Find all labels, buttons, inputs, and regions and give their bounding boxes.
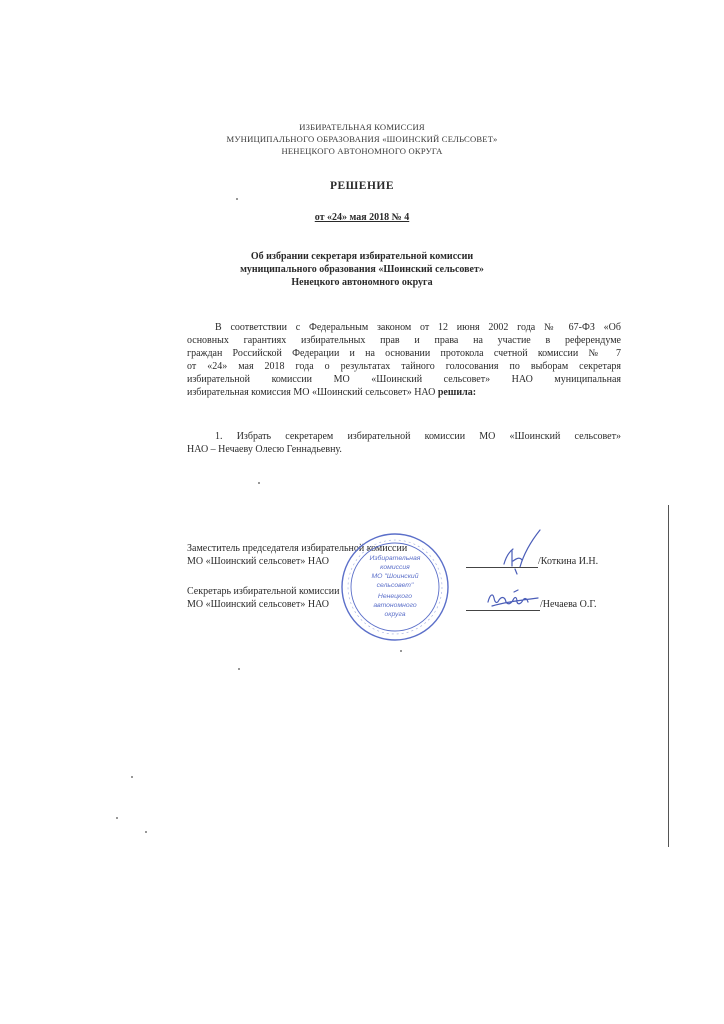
official-stamp <box>340 532 450 642</box>
stamp-text-5: Ненецкого <box>377 593 413 600</box>
preamble-line-6-text: избирательная комиссия МО «Шоинский сельсовет» НАО <box>187 387 436 398</box>
preamble-line-1: В соответствии с Федеральным законом от 12 июня 2002 года № 67-ФЗ «Об <box>215 322 621 333</box>
header-line-2: МУНИЦИПАЛЬНОГО ОБРАЗОВАНИЯ «ШОИНСКИЙ СЕЛЬСОВЕТ» <box>226 134 498 144</box>
scan-speck <box>400 650 402 652</box>
secretary-signature-rule <box>466 610 540 611</box>
header-line-3: НЕНЕЦКОГО АВТОНОМНОГО ОКРУГА <box>281 146 443 156</box>
scan-edge-line <box>668 505 669 847</box>
subject-line-3: Ненецкого автономного округа <box>291 277 433 288</box>
preamble-line-3: граждан Российской Федерации и на основании протокола счетной комиссии № 7 <box>187 348 621 359</box>
scan-speck <box>238 668 240 670</box>
deputy-role-line-2: МО «Шоинский сельсовет» НАО <box>187 556 330 567</box>
stamp-text-4: сельсовет" <box>376 582 414 589</box>
secretary-name: /Нечаева О.Г. <box>540 599 597 610</box>
stamp-text-7: округа <box>384 611 406 618</box>
scan-speck <box>145 831 147 833</box>
item1-line-1: 1. Избрать секретарем избирательной комиссии МО «Шоинский сельсовет» <box>215 431 621 442</box>
deputy-signature <box>488 528 546 580</box>
scan-speck <box>236 198 238 200</box>
scan-speck <box>116 817 118 819</box>
header-line-1: ИЗБИРАТЕЛЬНАЯ КОМИССИЯ <box>299 122 425 132</box>
decision-word: решила: <box>437 387 477 398</box>
stamp-text-6: автономного <box>373 602 417 609</box>
secretary-signature <box>484 588 542 616</box>
preamble-line-6 <box>187 386 621 399</box>
preamble-line-5: избирательной комиссии МО «Шоинский сельсовет» НАО муниципальная <box>187 374 621 385</box>
preamble-line-4: от «24» мая 2018 года о результатах тайного голосования по выборам секретаря <box>187 361 621 372</box>
stamp-text-2: комиссия <box>380 564 410 571</box>
scan-speck <box>258 482 260 484</box>
document-subject <box>0 250 724 289</box>
stamp-text-3: МО "Шоинский <box>371 573 419 580</box>
document-date-number: от «24» мая 2018 № 4 <box>314 212 410 223</box>
subject-line-2: муниципального образования «Шоинский сельсовет» <box>240 264 484 275</box>
scan-speck <box>131 776 133 778</box>
subject-line-1: Об избрании секретаря избирательной комиссии <box>250 251 474 262</box>
document-header <box>0 121 724 157</box>
stamp-text-1: Избирательная <box>369 555 421 562</box>
item1-line-2: НАО – Нечаеву Олесю Геннадьевну. <box>187 444 342 455</box>
preamble-line-2: основных гарантиях избирательных прав и права на участие в референдуме <box>187 335 621 346</box>
document-title: РЕШЕНИЕ <box>329 180 395 192</box>
secretary-role-line-2: МО «Шоинский сельсовет» НАО <box>187 599 330 610</box>
secretary-role-line-1: Секретарь избирательной комиссии <box>187 586 340 597</box>
deputy-signature-rule <box>466 567 538 568</box>
deputy-role-line-1: Заместитель председателя избирательной комиссии <box>187 543 408 554</box>
deputy-name: /Коткина И.Н. <box>538 556 599 567</box>
